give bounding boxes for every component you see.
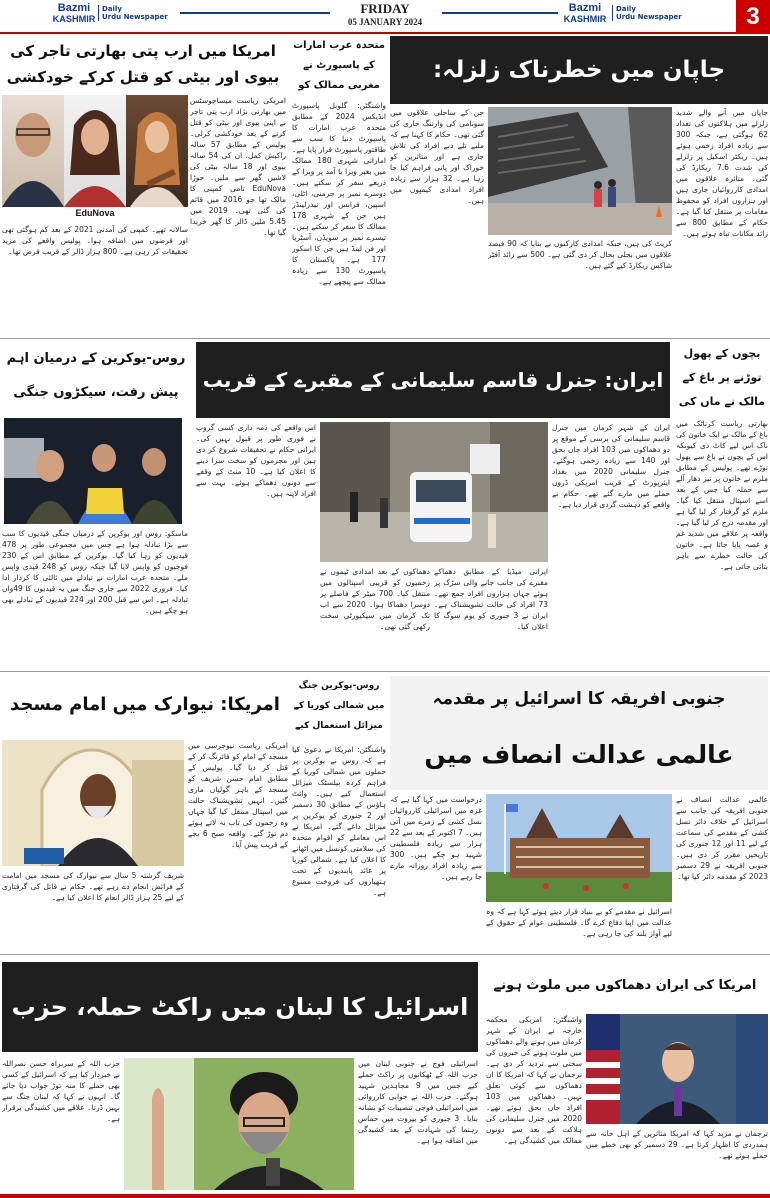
- iran-blast-body-far: اس واقعے کی ذمہ داری کسی گروپ نے فوری طور پر قبول نہیں کی۔ ایرانی حکام نے تحقیقات شروع کر دی ہیں اور مجرموں کو سخت سزا دینے کا اعلان کیا ہے۔ 10 منٹ کے وقفے سے دونوں دھماکے ہوئے۔ بہت سے افراد لاپتہ ہیں۔: [196, 423, 316, 498]
- iran-blast-body-mid: ایرانی میڈیا کے مطابق دھماکے مقبرے کی جانب جانے والی سڑک پر ہوئے جہاں ہزاروں افراد جمع تھے۔ 73 افراد کی حالت تشویشناک ہے۔ ایران نے 3 جنوری کو یوم سوگ کا اعلان کیا۔: [434, 567, 548, 631]
- rule-right: [442, 12, 558, 14]
- japan-body-left: جن کے ساحلی علاقوں میں سونامی کی وارننگ جاری کی گئی تھی۔ حکام کا کہنا ہے کہ ملبے تلے دبے افراد کی تلاش جاری ہے اور متاثرین کو خوراک اور پانی فراہم کیا جا رہا ہے۔ 32 ہزار سے زیادہ افراد امدادی کیمپوں میں ہیں۔: [390, 108, 484, 205]
- prisoner-swap-body: ماسکو: روس اور یوکرین کے درمیان جنگی قیدیوں کا سب سے بڑا تبادلہ ہوا ہے جس میں مجموعی طور پر 478 قیدیوں کو رہا کیا گیا۔ یوکرین کے مطابق اس کے 230 فوجیوں کو واپس لایا گیا جبکہ روس کو 248 قیدی واپس ملے۔ متحدہ عرب امارات نے تبادلے میں ثالثی کا کردار ادا کیا۔ فروری 2022 سے جاری جنگ میں یہ قیدیوں کا 49واں تبادلہ ہے۔ اس سے قبل 200 اور 224 قیدیوں کے تبادلے بھی ہو چکے ہیں۔: [2, 529, 188, 615]
- brand-bottom: KASHMIR: [52, 14, 96, 24]
- icj-body-bottom: اسرائیل نے مقدمے کو بے بنیاد قرار دیتے ہوئے کہا ہے کہ وہ عدالت میں اپنا دفاع کرے گا۔ فلسطینی عوام کے حقوق کے لیے آواز بلند کی جا رہی ہے۔: [486, 907, 672, 938]
- tagline-right: Daily Urdu Newspaper: [612, 5, 692, 21]
- japan-headline: جاپان میں خطرناک زلزلہ:: [390, 36, 768, 104]
- icj-headline: عالمی عدالت انصاف میں: [424, 740, 734, 769]
- separator: [0, 671, 770, 672]
- us-murder-body-bottom: سالانہ تھے۔ کمپنی کی آمدنی 2021 کے بعد کم ہوگئی تھی اور قرضوں میں اضافہ ہوا۔ پولیس واقعے کی مزید تحقیقات کر رہی ہے۔ 800 ہزار ڈالر کے قریب قرض تھا۔: [2, 225, 188, 256]
- photo-nasrallah: [124, 1058, 354, 1190]
- photo-woman-2: [126, 95, 188, 207]
- us-iran-headline: امریکا کی ایران دھماکوں میں ملوث ہونے: [482, 962, 768, 1010]
- japan-body-right: جاپان میں آنے والے شدید زلزلے میں ہلاکتوں کی تعداد 62 ہوگئی ہے، جبکہ 300 سے زیادہ افراد زخمی ہوئے ہیں۔ ریکٹر اسکیل پر زلزلے کی شدت 7.6 ریکارڈ کی گئی۔ متاثرہ علاقوں میں امدادی کارروائیاں جاری ہیں اور ہزاروں افراد کو محفوظ مقامات پر منتقل کیا گیا ہے۔ حکام کے مطابق 800 سے زائد مکانات تباہ ہوئے ہیں۔: [676, 108, 768, 238]
- separator: [0, 338, 770, 339]
- flower-story-headline: بچوں کے پھول توڑنے پر باغ کے مالک نے ماں کی: [676, 342, 768, 414]
- edunova-label: EduNova: [75, 208, 115, 218]
- uae-passport-body: واشنگٹن: گلوبل پاسپورٹ انڈیکس 2024 کے مطابق متحدہ عرب امارات کا پاسپورٹ دنیا کا سب سے طاقتور پاسپورٹ قرار پایا ہے۔ اماراتی شہری 180 ممالک میں بغیر ویزا یا آمد پر ویزا کے ذریعے سفر کر سکتے ہیں۔ دوسرے نمبر پر جرمنی، اٹلی، اسپین، فرانس اور نیدرلینڈز ہیں جن کے شہری 178 ممالک کا سفر کر سکتے ہیں۔ تیسرے نمبر پر سویڈن، آسٹریا اور فن لینڈ ہیں جن کا اسکور 177 ہے۔ پاکستان کا پاسپورٹ 130 سے زیادہ ممالک سے پیچھے ہے۔: [292, 101, 386, 286]
- lebanon-body-mid: اسرائیلی فوج نے جنوبی لبنان میں حزب اللہ کے ٹھکانوں پر راکٹ حملے کیے جس میں 9 مجاہدین شہید ہوگئے۔ حزب اللہ نے جوابی کارروائی میں اسرائیلی فوجی تنصیبات کو نشانہ بنایا۔ 3 جنوری کو بیروت میں حماس رہنما کی شہادت کے بعد کشیدگی میں اضافہ ہوا ہے۔: [358, 1059, 478, 1145]
- icj-kicker: جنوبی افریقہ کا اسرائیل پر مقدمہ: [432, 689, 726, 709]
- brand-top: Bazmi: [57, 2, 91, 14]
- brand-logo-right: Bazmi KASHMIR: [563, 2, 607, 24]
- photo-icj: [486, 794, 672, 902]
- us-murder-headline: امریکا میں ارب پتی بھارتی تاجر کی بیوی اور بیٹی کو قتل کرکے خودکشی: [2, 36, 284, 92]
- iran-blast-body-left: دھماکوں کے بعد امدادی ٹیموں نے زخمیوں کو قریبی اسپتالوں میں منتقل کیا۔ 700 میٹر کے فاصلے پر دوسرا دھماکا ہوا۔ 2020 سے اب تک کرمان میں سیکیورٹی سخت رکھی گئی تھی۔: [320, 567, 430, 631]
- tagline-left: Daily Urdu Newspaper: [98, 5, 178, 21]
- photo-man: [2, 95, 64, 207]
- icj-body-mid: درخواست میں کہا گیا ہے کہ غزہ میں اسرائیلی کارروائیاں نسل کشی کے زمرے میں آتی ہیں۔ 7 اکتوبر کے بعد سے 22 ہزار سے زیادہ فلسطینی شہید ہو چکے ہیں۔ 300 سے زیادہ افراد روزانہ مارے جا رہے ہیں۔: [390, 795, 482, 881]
- us-iran-body-right: ترجمان نے مزید کہا کہ امریکا متاثرین کے اہل خانہ سے ہمدردی کا اظہار کرتا ہے۔ 29 دسمبر کو بھی خطے میں حملے ہوئے تھے۔: [586, 1129, 768, 1160]
- missile-body: واشنگٹن: امریکا نے دعویٰ کیا ہے کہ روس نے یوکرین پر حملوں میں شمالی کوریا کے فراہم کردہ بیلسٹک میزائل استعمال کیے ہیں۔ وائٹ ہاؤس کے مطابق 30 دسمبر اور 2 جنوری کو یوکرین پر میزائل داغے گئے۔ امریکا نے اس معاملے کو اقوام متحدہ کی سلامتی کونسل میں اٹھانے کا اعلان کیا ہے۔ شمالی کوریا پر عائد پابندیوں کے تحت ہتھیاروں کی فروخت ممنوع ہے۔: [292, 745, 386, 897]
- footer-bar: [0, 1194, 770, 1198]
- lebanon-headline: اسرائیل کا لبنان میں راکٹ حملہ، حزب: [2, 962, 478, 1052]
- imam-headline: امریکا: نیوارک میں امام مسجد: [2, 676, 288, 734]
- photo-woman-1: [64, 95, 126, 207]
- day-label: FRIDAY: [360, 1, 410, 16]
- icj-body-right: عالمی عدالت انصاف نے جنوبی افریقہ کی جانب سے اسرائیل کے خلاف دائر نسل کشی کے مقدمے کی سماعت کے لیے 11 اور 12 جنوری کی تاریخیں مقرر کر دی ہیں۔ جنوبی افریقہ نے 29 دسمبر 2023 کو مقدمہ دائر کیا تھا۔: [676, 795, 768, 881]
- iran-blast-headline: ایران: جنرل قاسم سلیمانی کے مقبرے کے قریب: [196, 342, 670, 418]
- rule-left: [180, 12, 330, 14]
- date-label: 05 JANUARY 2024: [347, 17, 423, 27]
- imam-body-bottom: شریف گزشتہ 5 سال سے نیوارک کی مسجد میں امامت کے فرائض انجام دے رہے تھے۔ حکام نے قاتل کی گرفتاری کے لیے 25 ہزار ڈالر انعام کا اعلان کیا ہے۔: [2, 871, 184, 902]
- lebanon-body-left: حزب اللہ کے سربراہ حسن نصراللہ نے خبردار کیا ہے کہ اسرائیل کے کسی بھی حملے کا منہ توڑ جواب دیا جائے گا۔ انہوں نے کہا کہ لبنان جنگ سے نہیں ڈرتا۔ علاقے میں کشیدگی برقرار ہے۔: [2, 1059, 120, 1123]
- us-iran-body-mid: واشنگٹن: امریکی محکمہ خارجہ نے ایران کے شہر کرمان میں ہونے والے دھماکوں میں ملوث ہونے کی خبروں کی سختی سے تردید کر دی ہے۔ ترجمان نے کہا کہ امریکا کا ان دھماکوں سے کوئی تعلق نہیں۔ دھماکوں میں 103 افراد جاں بحق ہوئے تھے۔ 2020 میں جنرل سلیمانی کی ہلاکت کے بعد سے دونوں ممالک میں کشیدگی ہے۔: [486, 1015, 582, 1145]
- photo-spokesman: [586, 1014, 768, 1124]
- separator: [0, 954, 770, 955]
- photo-imam: [2, 740, 184, 866]
- japan-body-bottom: کریٹ کی ہیں، جبکہ امدادی کارکنوں نے بتایا کہ 90 فیصد علاقوں میں بجلی بحال کر دی گئی ہے۔ 500 سے زائد آفٹر شاکس ریکارڈ کیے گئے ہیں۔: [488, 239, 672, 270]
- brand-logo-left: [52, 3, 96, 25]
- photo-iran-blast: [320, 422, 548, 562]
- prisoner-swap-headline: روس-یوکرین کے درمیان اہم پیش رفت، سیکڑوں جنگی: [2, 342, 190, 414]
- uae-passport-headline: متحدہ عرب امارات کے پاسپورٹ نے مغربی ممالک کو: [292, 36, 386, 98]
- flower-story-body: بھارتی ریاست کرناٹک میں باغ کے مالک نے ایک خاتون کی ناک اس لیے کاٹ دی کیونکہ اس کے بچوں نے باغ سے پھول توڑے تھے۔ پولیس کے مطابق ملزم نے خاتون پر تیز دھار آلے سے حملہ کیا جس کے بعد اسے اسپتال منتقل کیا گیا۔ ملزم کو گرفتار کر لیا گیا ہے اور مقدمہ درج کر لیا گیا ہے۔ واقعہ پر علاقے میں شدید غم و غصہ پایا جاتا ہے۔ خاتون کی حالت خطرے سے باہر بتائی جاتی ہے۔: [676, 419, 768, 571]
- photo-prisoners: [4, 418, 182, 524]
- imam-body-top: امریکی ریاست نیوجرسی میں مسجد کے امام کو فائرنگ کر کے قتل کر دیا گیا۔ پولیس کے مطابق امام حسن شریف کو مسجد کے باہر گولیاں ماری گئیں۔ انہیں تشویشناک حالت میں اسپتال منتقل کیا گیا جہاں وہ زخموں کی تاب نہ لاتے ہوئے دم توڑ گئے۔ واقعہ صبح 6 بجے کے قریب پیش آیا۔: [188, 741, 288, 849]
- us-murder-body-top: امریکی ریاست میساچوسٹس میں بھارتی نژاد ارب پتی تاجر نے اپنی بیوی اور بیٹی کو قتل کرنے کے بعد خودکشی کرلی۔ پولیس کے مطابق 57 سالہ راکیش کمل، ان کی 54 سالہ بیوی اور 18 سالہ بیٹی کی لاشیں گھر سے ملیں۔ جوڑا EduNova نامی کمپنی کا مالک تھا جو 2016 میں قائم کی گئی تھی۔ 2019 میں 5.45 ملین ڈالر کا گھر خریدا گیا تھا۔: [190, 96, 286, 237]
- iran-blast-body-right: ایران کے شہر کرمان میں جنرل قاسم سلیمانی کی برسی کے موقع پر دو دھماکوں میں 103 افراد جاں بحق اور 140 سے زیادہ زخمی ہوگئے۔ جنرل سلیمانی 2020 میں بغداد ایئرپورٹ کے قریب امریکی ڈرون حملے میں مارے گئے تھے۔ حکام نے واقعے کو دہشت گردی قرار دیا ہے۔: [552, 423, 670, 509]
- page-number: 3: [736, 0, 770, 34]
- photo-earthquake: [488, 107, 672, 235]
- missile-headline: روس-یوکرین جنگ میں شمالی کوریا کے میزائل استعمال کیے: [292, 676, 386, 740]
